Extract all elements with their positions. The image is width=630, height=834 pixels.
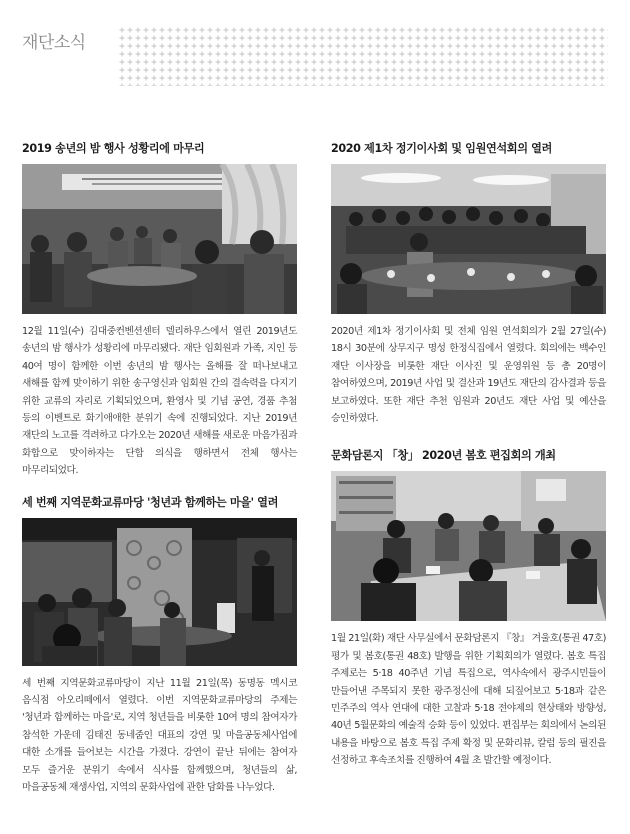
article-body: 12월 11일(수) 김대중컨벤션센터 델리하우스에서 열린 2019년도 송년의 밤 행사가 성황리에 마무리됐다. 재단 임회원과 가족, 지인 등 40여 명이 함께한 이번 송년의 밤 행사는 올해를 잘 떠나보내고 새해를 함께 맞이하기 위한 송구영신과 임회원 간의 결속력을 다지기 위한 교류의 자리로 기획되었으며, 환영사 및 기념 공연, 경품 추첨 등의 이벤트로 화기애애한 분위기 속에 진행되었다. 지난 2019년 재단의 노고를 격려하고 다가오는 2020년 새해를 새로운 마음가짐과 화합으로 맞이하자는 단합 의식을 행하면서 전체 행사는 마무리되었다. bbox=[22, 326, 297, 477]
article-body: 2020년 제1차 정기이사회 및 전체 임원 연석회의가 2월 27일(수) 18시 30분에 상무지구 명성 한정식집에서 열렸다. 회의에는 백수인 재단 이사장을 비롯한 재단 이사진 및 운영위원 등 총 20명이 참여하였으며, 2019년 사업 및 결산과 19년도 재단의 감사결과 등을 보고하였다. 또한 재단 추천 임원과 20년도 재단 사업 및 예산을 승인하였다. bbox=[331, 326, 606, 425]
section-title: 재단소식 bbox=[22, 33, 86, 53]
article-year-end-party bbox=[22, 140, 297, 480]
photo-editorial-meeting bbox=[331, 471, 606, 621]
article-body: 세 번째 지역문화교류마당이 지난 11월 21일(목) 동명동 멕시코 음식점 아오리떼에서 열렸다. 이번 지역문화교류마당의 주제는 '청년과 함께하는 마을'로, 지역 청년들을 비롯한 10여 명의 참여자가 참석한 가운데 김태진 동네줌인 대표의 강연 및 마을공동체사업에 대한 소개를 들어보는 시간을 가졌다. 강연이 끝난 뒤에는 참여자 모두 즐거운 분위기 속에서 식사를 함께했으며, 청년들의 삶, 마을공동체 재생사업, 지역의 문화사업에 관한 담화를 나누었다. bbox=[22, 677, 297, 794]
article-body: 1월 21일(화) 재단 사무실에서 문화담론지 『창』 겨울호(통권 47호) 평가 및 봄호(통권 48호) 발행을 위한 기획회의가 열렸다. 봄호 특집 주제로는 5·18 40주년 기념 특집으로, 역사속에서 광주시민들이 만들어낸 주목되지 못한 광주정신에 대해 되짚어보고 5·18과 같은 민주주의 역사 연대에 대한 고찰과 5·18 전야제의 현상태와 방향성, 40년 5월문화의 예술적 승화 등이 있었다. 편집부는 회의에서 논의된 내용을 바탕으로 봄호 특집 주제 확정 및 문화리뷰, 칼럼 등의 필진을 선정하고 후속조치를 진행하여 4월 초 발간할 예정이다. bbox=[331, 633, 606, 767]
article-culture-exchange bbox=[22, 494, 297, 797]
article-headline: 세 번째 지역문화교류마당 '청년과 함께하는 마을' 열려 bbox=[22, 495, 278, 509]
cross-pattern-decoration bbox=[118, 26, 608, 86]
photo-year-end-party bbox=[22, 164, 297, 314]
article-board-meeting bbox=[331, 140, 606, 427]
left-column bbox=[22, 140, 297, 811]
article-editorial-meeting bbox=[331, 447, 606, 769]
photo-culture-exchange bbox=[22, 518, 297, 666]
photo-board-meeting bbox=[331, 164, 606, 314]
right-column bbox=[331, 140, 606, 784]
article-headline: 문화담론지 「창」 2020년 봄호 편집회의 개최 bbox=[331, 449, 556, 463]
article-headline: 2019 송년의 밤 행사 성황리에 마무리 bbox=[22, 142, 205, 155]
article-headline: 2020 제1차 정기이사회 및 임원연석회의 열려 bbox=[331, 142, 552, 155]
